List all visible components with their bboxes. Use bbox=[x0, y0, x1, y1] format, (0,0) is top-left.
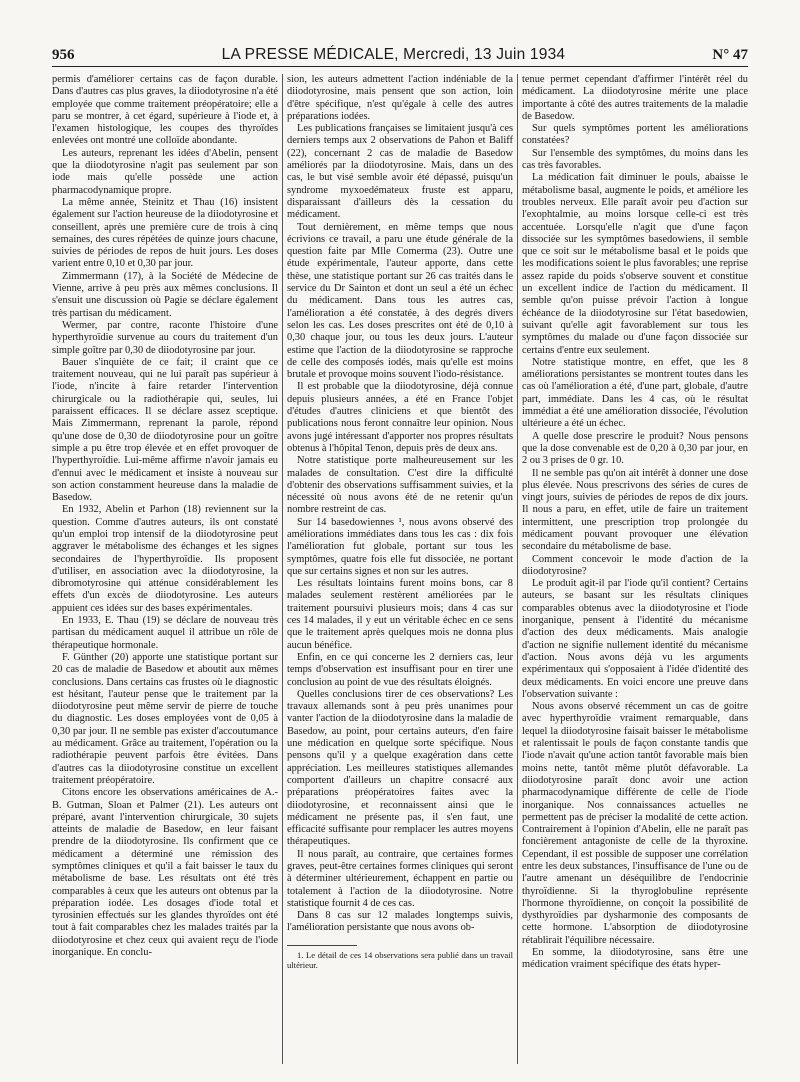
paragraph: Wermer, par contre, raconte l'histoire d'une hyperthyroïdie survenue au cours du traitement d'un simple goître par 0,30 de diiodotyrosine par jour. bbox=[52, 319, 278, 356]
paragraph: F. Günther (20) apporte une statistique portant sur 20 cas de maladie de Basedow et aboutit aux mêmes conclusions. Dans certains cas frustes où le diagnostic est hésitant, l'auteur pense que le traitement par la diiodotyrosine peut même servir de pierre de touche du diagnostic. Les doses employées vont de 0,05 à 0,30 par jour. Il ne semble pas exister d'accoutumance au médicament. Grâce au traitement, l'opération ou la radiothérapie peuvent parfois être évitées. Dans d'autres cas la diiodotyrosine constitue un excellent traitement préopératoire. bbox=[52, 651, 278, 786]
journal-title: LA PRESSE MÉDICALE, bbox=[221, 46, 399, 63]
column-divider bbox=[282, 74, 283, 1064]
text-column-1 bbox=[52, 74, 278, 1064]
paragraph: Il est probable que la diiodotyrosine, déjà connue depuis plusieurs années, a été en France l'objet d'études d'autres cliniciens et que bientôt des publications nous feront connaître leur opinion. Nous avons jugé intéressant d'apporter nos propres résultats obtenus à l'hôpital Tenon, depuis près de deux ans. bbox=[287, 381, 513, 454]
page-header bbox=[52, 38, 748, 67]
footnote: 1. Le détail de ces 14 observations sera publié dans un travail ultérieur. bbox=[287, 949, 513, 970]
paragraph: Quelles conclusions tirer de ces observations? Les travaux allemands sont à peu près unanimes pour vanter l'action de la diiodotyrosine dans la maladie de Basedow, au point, pour certains auteurs, d'en faire une médication en quelque sorte spécifique. Nous pensons qu'il y a quelque exagération dans cette appréciation. Les meilleures statistiques allemandes comportent d'ailleurs un chapitre consacré aux préparations préopératoires faites avec la diiodotyrosine, et reconnaissent ainsi que le médicament ne présente pas, il s'en faut, une efficacité suffisante pour remplacer les autres moyens thérapeutiques. bbox=[287, 688, 513, 848]
paragraph: Les résultats lointains furent moins bons, car 8 malades seulement restèrent améliorées par le traitement poursuivi plusieurs mois; dans 4 cas sur ces 14 malades, il y eut un véritable échec en ce sens que le traitement après quelques mois ne donna plus aucun bénéfice. bbox=[287, 578, 513, 651]
issue-number: N° 47 bbox=[712, 47, 748, 63]
paragraph: Tout dernièrement, en même temps que nous écrivions ce travail, a paru une étude générale de la question faite par Mlle Comerma (23). Outre une étude expérimentale, l'auteur apporte, dans cette thèse, une statistique portant sur 26 cas traités dans le service du Dr Sainton et dont un seul a été un échec du médicament. Dans tous les autres cas, l'amélioration a été constatée, à des degrés divers selon les cas. Les doses prescrites ont été de 0,10 à 0,30 chaque jour, ou tous les deux jours. L'auteur estime que l'action de la diiodotyrosine se rapproche de celle des composés iodés, mais qu'elle est moins brutale et provoque moins souvent l'iodo-résistance. bbox=[287, 221, 513, 381]
paragraph: Il ne semble pas qu'on ait intérêt à donner une dose plus élevée. Nous prescrivons des séries de cures de vingt jours, suivies de périodes de repos de dix jours. Il nous a paru, en effet, utile de faire un traitement intermittent, une prescription trop prolongée du médicament pouvant provoquer une élévation secondaire du métabolisme de base. bbox=[522, 467, 748, 553]
paragraph: A quelle dose prescrire le produit? Nous pensons que la dose convenable est de 0,20 à 0,30 par jour, en 2 ou 3 prises de 0 gr. 10. bbox=[522, 430, 748, 467]
text-column-3 bbox=[522, 74, 748, 1064]
paragraph: La même année, Steinitz et Thau (16) insistent également sur l'action heureuse de la diiodotyrosine et conseillent, après une première cure de trois à cinq semaines, des cures répétées de quinze jours chacune, suivies de périodes de repos de huit jours. Les doses varient entre 0,10 et 0,30 par jour. bbox=[52, 196, 278, 270]
paragraph: Enfin, en ce qui concerne les 2 derniers cas, leur temps d'observation est insuffisant pour en tirer une conclusion au point de vue des résultats éloignés. bbox=[287, 651, 513, 688]
paragraph: Bauer s'inquiète de ce fait; il craint que ce traitement nouveau, qui ne lui paraît pas supérieur à l'iode, n'incite à faire retarder l'intervention chirurgicale ou la radiothérapie qui, seules, lui paraissent efficaces. Il se déclare assez sceptique. Mais Zimmermann, reprenant la parole, répond qu'une dose de 0,30 de diiodotyrosine pour un goître simple a pu être trop élevée et en effet provoquer de l'hyperthyroïdie. Lui-même affirme n'avoir jamais eu d'ennui avec le médicament et insiste à nouveau sur son action constamment heureuse dans la maladie de Basedow. bbox=[52, 356, 278, 504]
paragraph: Nous avons observé récemment un cas de goitre avec hyperthyroïdie vraiment remarquable, dans lequel la diiodotyrosine faisait baisser le métabolisme et ralentissait le pouls de façon constante tandis que l'iode n'avait qu'une action tantôt favorable mais bien moins nette, tantôt même plutôt défavorable. La diiodotyrosine paraît donc avoir une action pharmacodynamique différente de celle de l'iode inorganique. Nos connaissances actuelles ne permettent pas de préciser la modalité de cette action. Contrairement à l'opinion d'Abelin, elle ne paraît pas foncièrement antagoniste de celle de la thyroxine. Cependant, il est possible de supposer une corrélation entre les deux substances, l'insuffisance de l'une ou de l'autre amenant un déséquilibre de l'endocrinie thyroïdienne. Si la thyroglobuline représente l'hormone thyroïdienne, on conçoit la possibilité de dysthyroïdies par dysharmonie des composants de cette hormone. L'absorption de diiodotyrosine rétablirait l'équilibre nécessaire. bbox=[522, 701, 748, 946]
article-columns bbox=[52, 74, 750, 1064]
paragraph: tenue permet cependant d'affirmer l'intérêt réel du médicament. La diiodotyrosine mérite une place importante à côté des autres traitements de la maladie de Basedow. bbox=[522, 74, 748, 122]
paragraph: La médication fait diminuer le pouls, abaisse le métabolisme basal, augmente le poids, et améliore les troubles nerveux. Elle paraît avoir peu d'action sur l'exophtalmie, au moins lorsque celle-ci est très accentuée. Lorsqu'elle n'agit que d'une façon dissociée sur les symptômes basedowiens, il semble que ce soit sur le métabolisme basal et le poids que les modifications soient le plus favorables; une reprise assez rapide du poids s'observe souvent et constitue un excellent indice de l'action du médicament. Il semble qu'on puisse prévoir l'action à longue échéance de la diiodotyrosine sur l'état basedowien, suivant qu'elle agit favorablement sur tous les symptômes du malade ou d'une façon dissociée sur certains d'entre eux seulement. bbox=[522, 172, 748, 356]
paragraph: Notre statistique porte malheureusement sur les malades de consultation. C'est dire la difficulté d'obtenir des observations suffisamment suivies, et la nécessité où nous avons été de ne retenir qu'un nombre restreint de cas. bbox=[287, 455, 513, 516]
paragraph: permis d'améliorer certains cas de façon durable. Dans d'autres cas plus graves, la diiodotyrosine n'a été employée que comme traitement préopératoire; elle a paru se montrer, à cet égard, supérieure à l'iode et, à l'examen histologique, les coupes des thyroïdes enlevées ont montré une colloïde abondante. bbox=[52, 74, 278, 147]
paragraph: Sur 14 basedowiennes ¹, nous avons observé des améliorations immédiates dans tous les cas : dix fois l'amélioration fut globale, portant sur tous les symptômes, quatre fois elle fut dissociée, ne portant que sur certains signes et non sur les autres. bbox=[287, 516, 513, 577]
paragraph: Les auteurs, reprenant les idées d'Abelin, pensent que la diiodotyrosine n'agit pas seulement par son iode mais qu'elle possède une action pharmacodynamique propre. bbox=[52, 147, 278, 196]
footnote-rule bbox=[287, 945, 357, 946]
paragraph: Sur quels symptômes portent les améliorations constatées? bbox=[522, 123, 748, 147]
paragraph: En 1933, E. Thau (19) se déclare de nouveau très partisan du médicament auquel il attribue un rôle de thérapeutique hormonale. bbox=[52, 615, 278, 651]
paragraph: Les publications françaises se limitaient jusqu'à ces derniers temps aux 2 observations de Pahon et Baliff (22), concernant 2 cas de maladie de Basedow améliorés par la diiodotyrosine. Mais, dans un des cas, le but visé semble avoir été dépassé, puisqu'un syndrome myxoedémateux fruste est apparu, disparaissant d'ailleurs dès la cessation du médicament. bbox=[287, 123, 513, 221]
paragraph: Sur l'ensemble des symptômes, du moins dans les cas très favorables. bbox=[522, 147, 748, 172]
paragraph: Comment concevoir le mode d'action de la diiodotyrosine? bbox=[522, 553, 748, 577]
column-divider bbox=[517, 74, 518, 1064]
paragraph: Dans 8 cas sur 12 malades longtemps suivis, l'amélioration persistante que nous avons ob- bbox=[287, 910, 513, 934]
paragraph: Notre statistique montre, en effet, que les 8 améliorations persistantes se montrent toutes dans les cas où l'amélioration a été, d'une part, globale, d'autre part, immédiate. Dans les 4 cas, où le résultat immédiat a été une amélioration dissociée, l'évolution ultérieure a été un échec. bbox=[522, 356, 748, 430]
paragraph: Le produit agit-il par l'iode qu'il contient? Certains auteurs, se basant sur les résultats cliniques comparables obtenus avec la diiodotyrosine et l'iode inorganique, pensent à l'identité du mécanisme d'action des deux médicaments. Mais analogie d'action ne signifie nullement identité du mécanisme d'action. Nous avons déjà vu les arguments expérimentaux qui s'opposaient à l'idée d'identité des deux médicaments. En voici encore une preuve dans l'observation suivante : bbox=[522, 578, 748, 700]
paragraph: En 1932, Abelin et Parhon (18) reviennent sur la question. Comme d'autres auteurs, ils ont constaté qu'un emploi trop intensif de la diiodotyrosine peut aggraver le métabolisme des échanges et les signes secondaires de l'hyperthyroïdie. Ils proposent d'utiliser, en association avec la diiodotyrosine, la dibromotyrosine qui atténue considérablement les effets d'un excès de diiodotyrosine. Les auteurs appuient ces idées sur des bases expérimentales. bbox=[52, 504, 278, 614]
paragraph: Il nous paraît, au contraire, que certaines formes graves, peut-être certaines formes cliniques qui seront à déterminer ultérieurement, échappent en partie ou totalement à l'action de la diiodotyrosine. Notre statistique fournit 4 de ces cas. bbox=[287, 848, 513, 909]
paragraph: En somme, la diiodotyrosine, sans être une médication vraiment spécifique des états hyper- bbox=[522, 947, 748, 971]
paragraph: Zimmermann (17), à la Société de Médecine de Vienne, arrive à peu près aux mêmes conclusions. Il s'ensuit une discussion où Pagie se déclare également très partisan du médicament. bbox=[52, 270, 278, 319]
paragraph: Citons encore les observations américaines de A.-B. Gutman, Sloan et Palmer (21). Les auteurs ont préparé, avant l'intervention chirurgicale, 30 sujets atteints de maladie de Basedow, en leur faisant prendre de la diiodotyrosine. Ils confirment que ce médicament a déterminé une rémission des symptômes cliniques et qu'il a fait baisser le taux du métabolisme de base. Les résultats ont été très comparables à ceux que les auteurs ont obtenus par la préparation iodée. Les dosages d'iode total et tyrosinien effectués sur les glandes thyroïdes ont été tout à fait comparables chez les malades traités par la diiodotyrosine et chez ceux qui avaient reçu de l'iode inorganique. En conclu- bbox=[52, 787, 278, 959]
issue-date: Mercredi, 13 Juin 1934 bbox=[403, 46, 566, 63]
text-column-2 bbox=[287, 74, 513, 1064]
journal-title-line bbox=[222, 46, 566, 64]
page-number: 956 bbox=[52, 47, 75, 63]
paragraph: sion, les auteurs admettent l'action indéniable de la diiodotyrosine, mais pensent que son action, loin d'être spécifique, n'est qu'égale à celle des autres préparations iodées. bbox=[287, 74, 513, 122]
